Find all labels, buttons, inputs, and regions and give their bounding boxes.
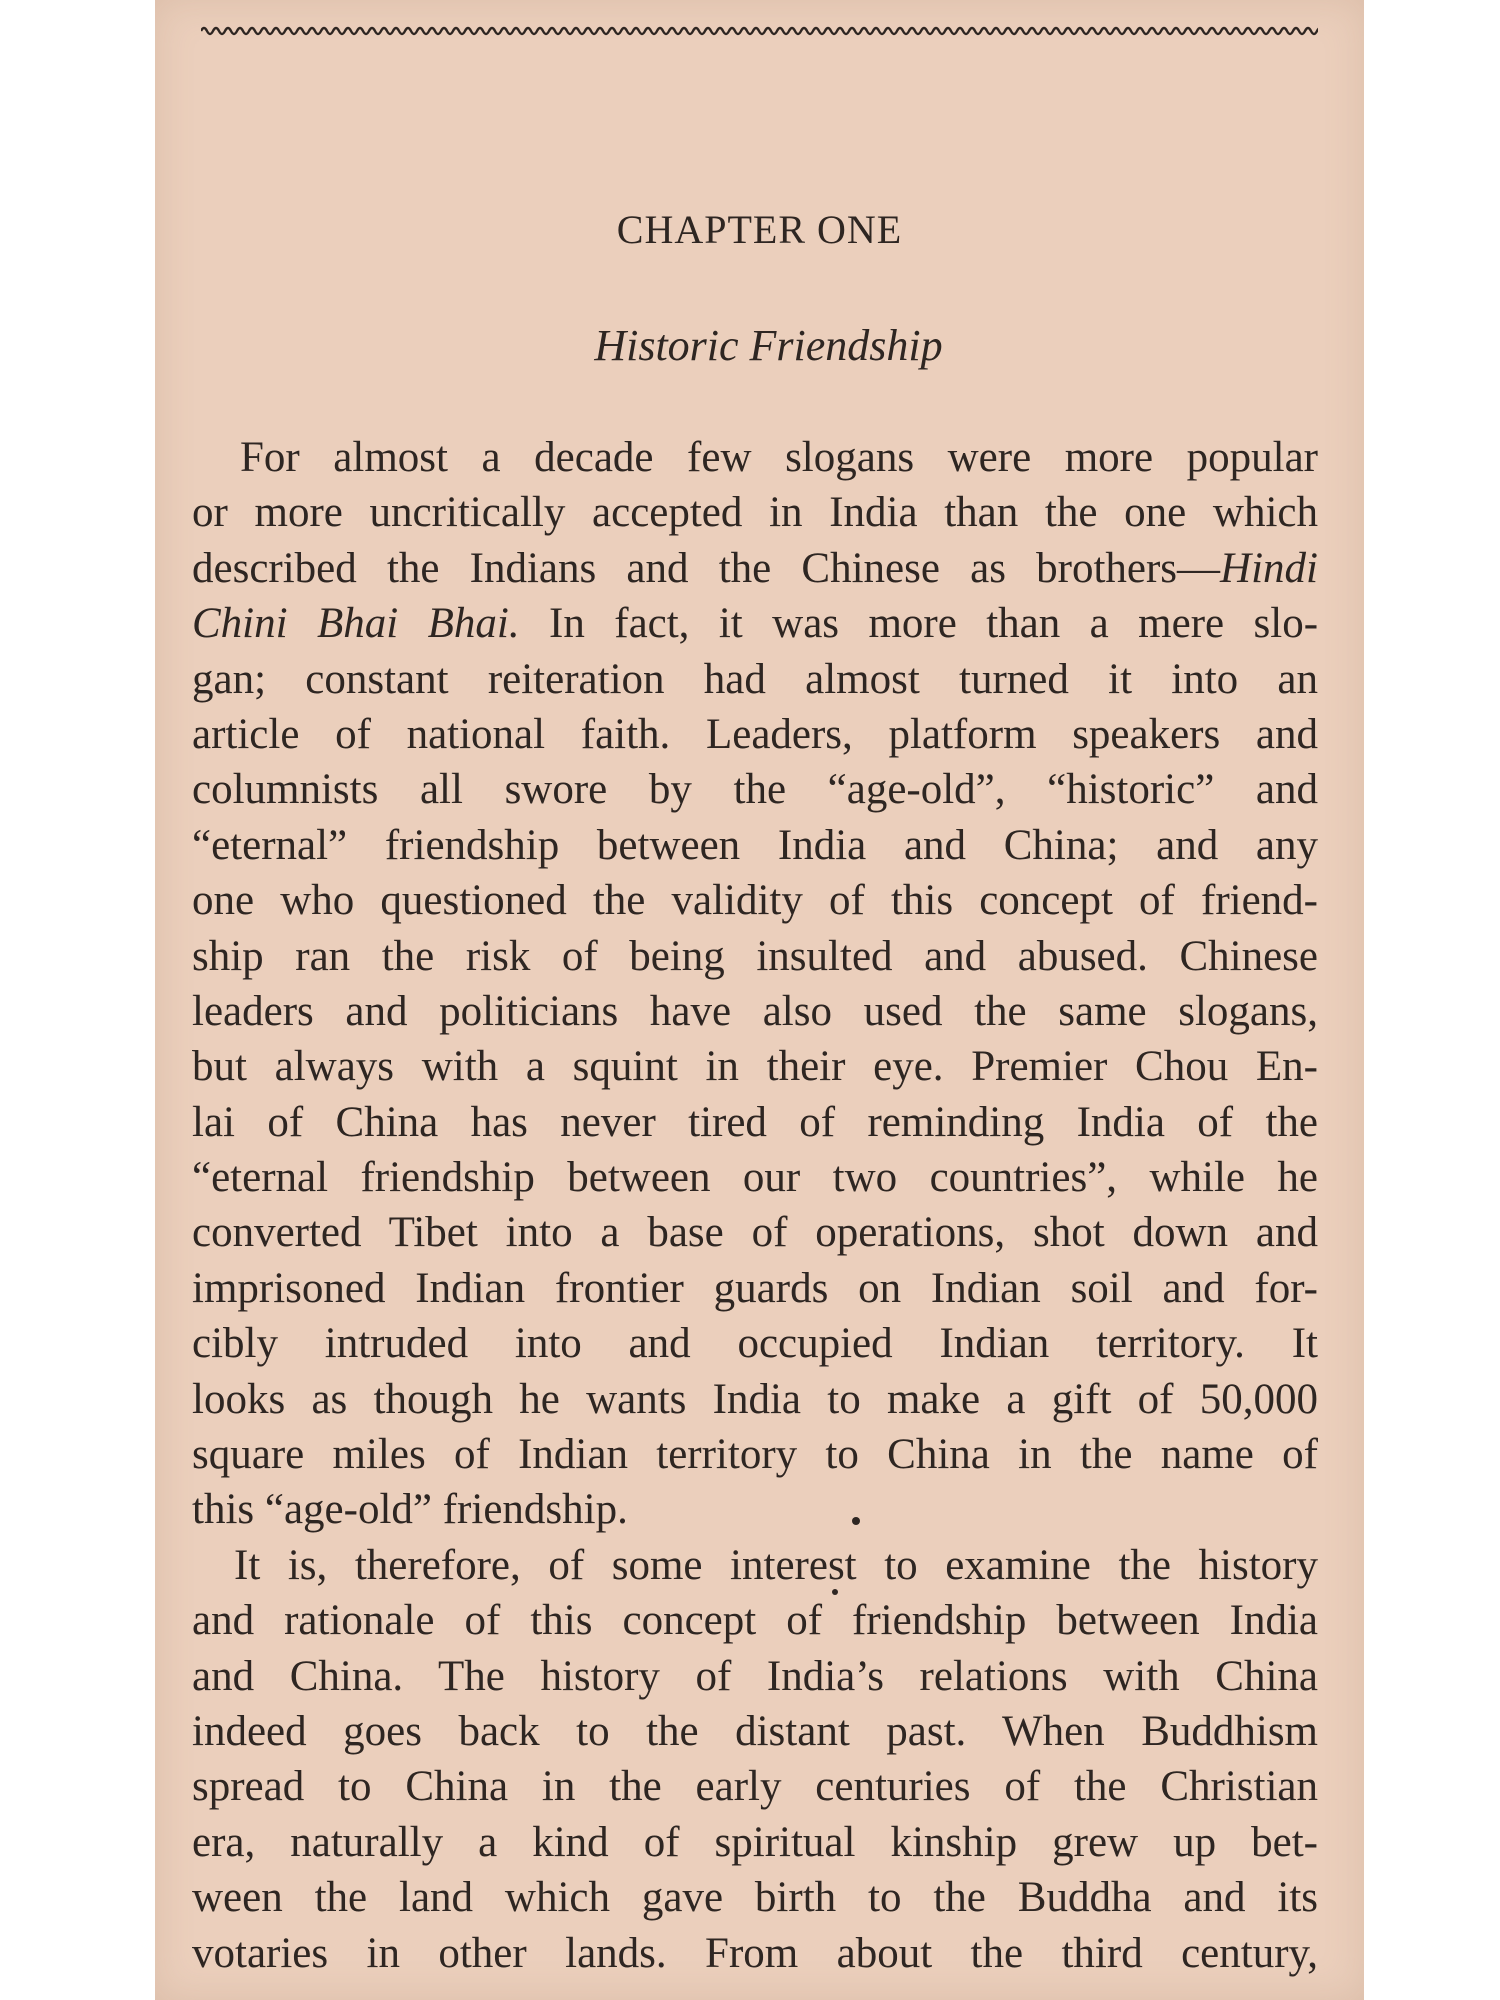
text-line: spread to China in the early centuries of the Christian: [192, 1763, 1318, 1811]
text-line: leaders and politicians have also used the same slogans,: [192, 987, 1318, 1035]
text-line: square miles of Indian territory to China in the name of: [192, 1431, 1318, 1479]
text-line: votaries in other lands. From about the third century,: [192, 1929, 1318, 1977]
text-line: or more uncritically accepted in India than the one which: [192, 489, 1318, 537]
text-line: article of national faith. Leaders, platform speakers and: [192, 710, 1318, 758]
text-line: lai of China has never tired of reminding India of the: [192, 1098, 1318, 1146]
text-line: converted Tibet into a base of operations, shot down and: [192, 1209, 1318, 1257]
chapter-heading: CHAPTER ONE: [616, 207, 903, 252]
text-line: one who questioned the validity of this concept of friend-: [192, 877, 1318, 925]
italic-term: Chini Bhai Bhai.: [192, 600, 520, 648]
text-line: and China. The history of India’s relations with China: [192, 1652, 1318, 1700]
text-line: this “age-old” friendship.: [192, 1486, 628, 1534]
text-line: ween the land which gave birth to the Buddha and its: [192, 1874, 1318, 1922]
book-page: [155, 0, 1364, 2000]
chapter-title: Historic Friendship: [594, 321, 943, 370]
text-line: [192, 541, 1318, 596]
text-line: indeed goes back to the distant past. When Buddhism: [192, 1707, 1318, 1755]
text-line: [192, 596, 1318, 651]
text-line: imprisoned Indian frontier guards on Indian soil and for-: [192, 1264, 1318, 1312]
ink-speck: [852, 1517, 860, 1525]
text-line: but always with a squint in their eye. Premier Chou En-: [192, 1043, 1318, 1091]
text-line: cibly intruded into and occupied Indian territory. It: [192, 1320, 1318, 1368]
text-line: and rationale of this concept of friendship between India: [192, 1597, 1318, 1645]
italic-term: Hindi: [1220, 544, 1318, 592]
body-text: [192, 430, 1318, 1981]
text-line: gan; constant reiteration had almost turned it into an: [192, 655, 1318, 703]
text-line: It is, therefore, of some interest to examine the history: [234, 1541, 1318, 1589]
text-line: “eternal” friendship between India and China; and any: [192, 821, 1318, 869]
text-fragment: In fact, it was more than a mere slo-: [549, 600, 1319, 648]
text-fragment: described the Indians and the Chinese as brothers—: [192, 544, 1221, 592]
text-line: columnists all swore by the “age-old”, “historic” and: [192, 766, 1318, 814]
decorative-wavy-rule: [201, 24, 1318, 38]
text-line: “eternal friendship between our two countries”, while he: [192, 1154, 1318, 1202]
ink-speck: [832, 1589, 838, 1595]
text-line: looks as though he wants India to make a gift of 50,000: [192, 1375, 1318, 1423]
text-line: era, naturally a kind of spiritual kinship grew up bet-: [192, 1818, 1318, 1866]
text-line: For almost a decade few slogans were more popular: [240, 434, 1318, 481]
text-line: ship ran the risk of being insulted and abused. Chinese: [192, 932, 1318, 980]
